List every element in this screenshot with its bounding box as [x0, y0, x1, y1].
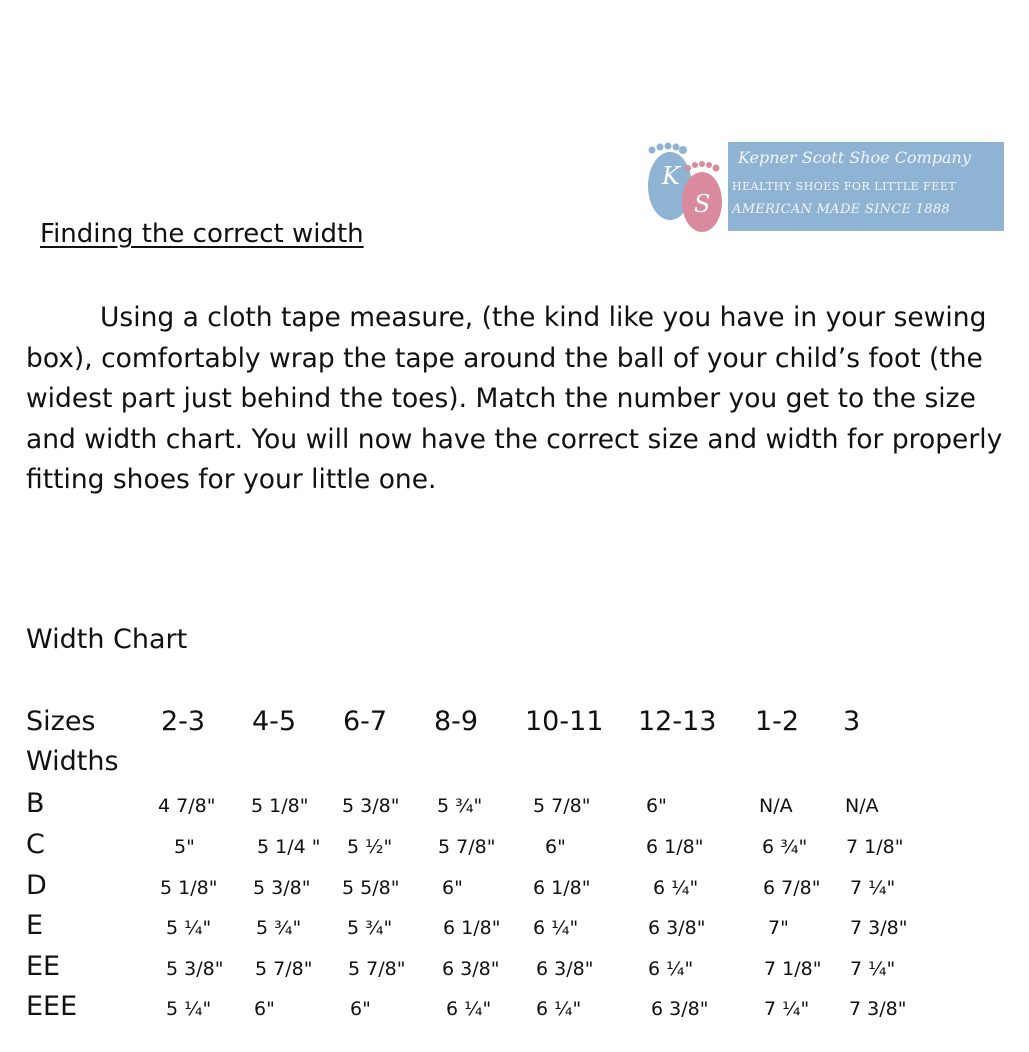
logo-initial-s: S — [694, 190, 711, 218]
size-header: 2-3 — [161, 706, 206, 737]
width-chart-title: Width Chart — [26, 624, 188, 655]
table-cell: 5 7/8" — [255, 958, 313, 980]
table-cell: 7 ¼" — [850, 877, 896, 899]
baby-feet-icon — [640, 138, 728, 236]
table-cell: 6 ¾" — [762, 836, 808, 858]
page-heading: Finding the correct width — [40, 219, 364, 249]
company-logo — [640, 138, 1008, 236]
company-name: Kepner Scott Shoe Company — [738, 148, 971, 167]
table-cell: 5 ¾" — [437, 795, 483, 817]
table-cell: 5 1/8" — [160, 877, 218, 899]
table-cell: 5 3/8" — [342, 795, 400, 817]
width-label: B — [26, 788, 45, 819]
table-cell: 7 1/8" — [764, 958, 822, 980]
table-cell: N/A — [845, 795, 879, 817]
table-cell: 6 1/8" — [443, 917, 501, 939]
size-header: 4-5 — [252, 706, 297, 737]
table-cell: 5 5/8" — [342, 877, 400, 899]
table-cell: 5 7/8" — [348, 958, 406, 980]
table-cell: 4 7/8" — [158, 795, 216, 817]
table-cell: 6 1/8" — [646, 836, 704, 858]
instructions-paragraph: Using a cloth tape measure, (the kind like you have in your sewing box), comfortably wrap the tape around the ball of your child’s foot (the widest part just behind the toes). Match the number you get to the size and width chart. You will now have the correct size and width for properly fitting shoes for your little one. — [26, 302, 1003, 495]
sizes-label: Sizes — [26, 706, 96, 737]
size-header: 8-9 — [434, 706, 479, 737]
table-cell: 7 1/8" — [846, 836, 904, 858]
width-label: C — [26, 829, 45, 860]
table-cell: 7 3/8" — [850, 917, 908, 939]
table-cell: 5 1/4 " — [257, 836, 321, 858]
size-header: 10-11 — [525, 706, 604, 737]
table-cell: 6 3/8" — [442, 958, 500, 980]
table-cell: 5 ¾" — [256, 917, 302, 939]
table-cell: 6" — [646, 795, 667, 817]
table-cell: 7" — [768, 917, 789, 939]
table-cell: 6" — [254, 998, 275, 1020]
company-tagline: HEALTHY SHOES FOR LITTLE FEET — [732, 180, 957, 193]
table-cell: 5 7/8" — [438, 836, 496, 858]
table-cell: 6" — [442, 877, 463, 899]
table-cell: N/A — [759, 795, 793, 817]
table-cell: 5 3/8" — [166, 958, 224, 980]
table-cell: 6 ¼" — [446, 998, 492, 1020]
widths-label: Widths — [26, 746, 119, 777]
table-cell: 6" — [350, 998, 371, 1020]
table-cell: 7 3/8" — [849, 998, 907, 1020]
table-cell: 6 1/8" — [533, 877, 591, 899]
width-label: E — [26, 910, 44, 941]
table-cell: 5 3/8" — [253, 877, 311, 899]
size-header: 12-13 — [638, 706, 717, 737]
table-cell: 5 ¼" — [166, 998, 212, 1020]
table-cell: 5 ¾" — [347, 917, 393, 939]
table-cell: 6 ¼" — [653, 877, 699, 899]
table-cell: 5 ½" — [347, 836, 393, 858]
table-cell: 5 ¼" — [166, 917, 212, 939]
table-cell: 6 3/8" — [651, 998, 709, 1020]
table-cell: 6 ¼" — [533, 917, 579, 939]
table-cell: 6 ¼" — [648, 958, 694, 980]
company-since: AMERICAN MADE SINCE 1888 — [732, 202, 950, 217]
table-cell: 5 7/8" — [533, 795, 591, 817]
width-label: D — [26, 870, 47, 901]
size-header: 3 — [843, 706, 861, 737]
size-header: 1-2 — [755, 706, 800, 737]
logo-banner — [728, 142, 1004, 231]
table-cell: 5" — [174, 836, 195, 858]
size-header: 6-7 — [343, 706, 388, 737]
table-cell: 6 3/8" — [536, 958, 594, 980]
table-cell: 6" — [545, 836, 566, 858]
table-cell: 7 ¼" — [764, 998, 810, 1020]
table-cell: 6 ¼" — [536, 998, 582, 1020]
logo-initial-k: K — [662, 162, 680, 190]
width-label: EEE — [26, 991, 78, 1022]
table-cell: 6 7/8" — [763, 877, 821, 899]
table-cell: 6 3/8" — [648, 917, 706, 939]
table-cell: 7 ¼" — [850, 958, 896, 980]
width-label: EE — [26, 951, 61, 982]
table-cell: 5 1/8" — [251, 795, 309, 817]
